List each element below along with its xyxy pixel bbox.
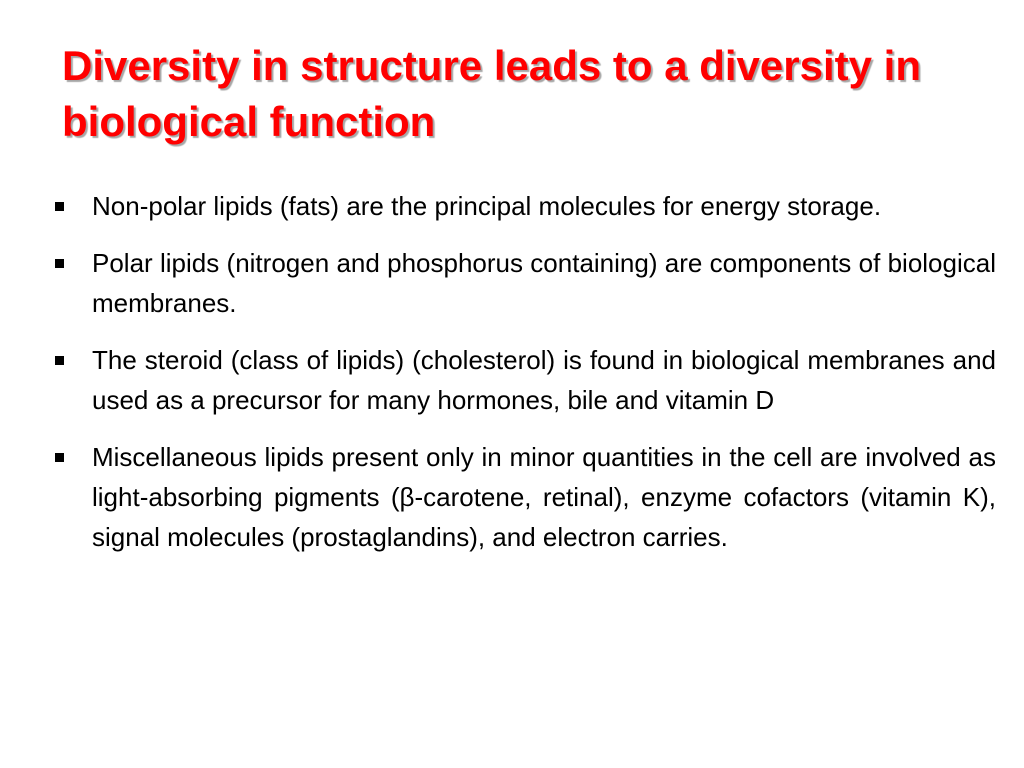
square-bullet-icon: [55, 202, 64, 211]
square-bullet-icon: [55, 453, 64, 462]
bullet-item: [52, 340, 996, 420]
bullet-text: Miscellaneous lipids present only in minor quantities in the cell are involved as light-absorbing pigments (β-carotene, retinal), enzyme cofactors (vitamin K), signal molecules (prostaglandins), and electron carries.: [92, 442, 996, 552]
bullet-text: Non-polar lipids (fats) are the principal molecules for energy storage.: [92, 191, 882, 221]
square-bullet-icon: [55, 356, 64, 365]
bullet-text: The steroid (class of lipids) (cholesterol) is found in biological membranes and used as a precursor for many hormones, bile and vitamin D: [92, 345, 996, 415]
square-bullet-icon: [55, 259, 64, 268]
bullet-item: [52, 437, 996, 557]
bullet-item: [52, 243, 996, 323]
bullet-item: [52, 186, 996, 226]
slide-title: Diversity in structure leads to a diversity in biological function: [62, 42, 921, 145]
bullet-list: [52, 186, 996, 574]
bullet-text: Polar lipids (nitrogen and phosphorus containing) are components of biological membranes.: [92, 248, 996, 318]
